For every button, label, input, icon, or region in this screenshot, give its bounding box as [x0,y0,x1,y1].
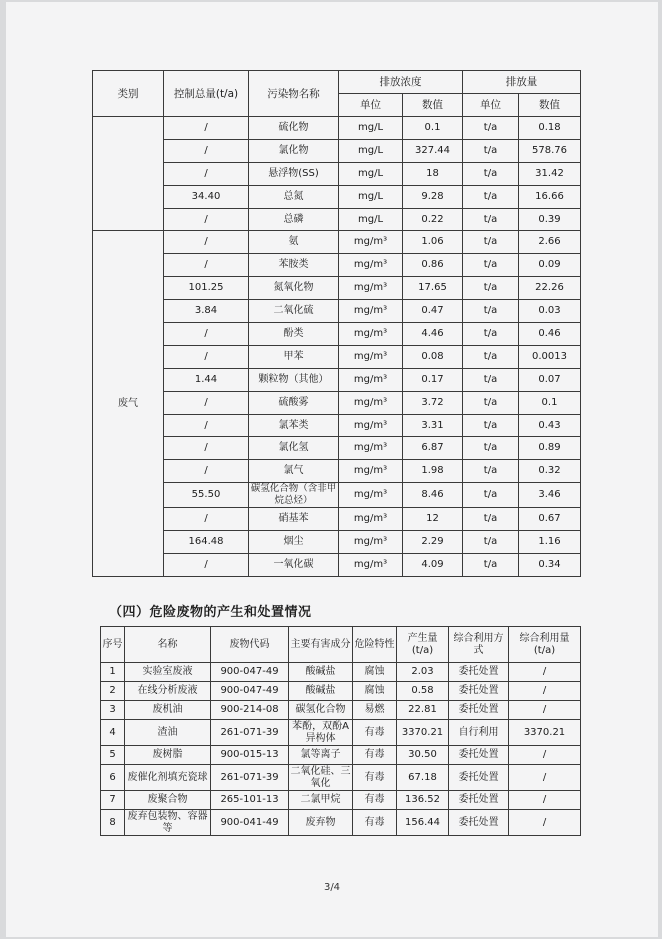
emission-value-cell: 16.66 [519,185,581,208]
concentration-unit-cell: mg/m³ [339,231,403,254]
emission-value-cell: 0.07 [519,368,581,391]
emission-unit-cell: t/a [463,117,519,140]
used-cell: / [509,810,581,836]
emission-unit-cell: t/a [463,300,519,323]
code-cell: 900-047-49 [211,682,289,701]
total-control-cell: 34.40 [164,185,249,208]
name-cell: 废催化剂填充瓷球 [125,765,211,791]
method-cell: 委托处置 [449,663,509,682]
pollutant-cell: 氨 [249,231,339,254]
emission-unit-cell: t/a [463,391,519,414]
concentration-unit-cell: mg/L [339,139,403,162]
header-value-2: 数值 [519,94,581,117]
concentration-value-cell: 12 [403,508,463,531]
table-row [93,437,581,460]
property-cell: 有毒 [353,810,397,836]
table-row [93,323,581,346]
property-cell: 有毒 [353,765,397,791]
emission-value-cell: 0.18 [519,117,581,140]
emission-unit-cell: t/a [463,508,519,531]
emission-unit-cell: t/a [463,208,519,231]
concentration-unit-cell: mg/L [339,208,403,231]
table-row [93,139,581,162]
concentration-value-cell: 6.87 [403,437,463,460]
concentration-value-cell: 0.86 [403,254,463,277]
concentration-value-cell: 1.98 [403,460,463,483]
method-cell: 委托处置 [449,810,509,836]
no-cell: 4 [101,720,125,746]
category-cell: 废气 [93,231,164,576]
pollutant-cell: 碳氢化合物（含非甲烷总烃） [249,483,339,508]
total-control-cell: 1.44 [164,368,249,391]
method-cell: 委托处置 [449,746,509,765]
property-cell: 有毒 [353,720,397,746]
concentration-value-cell: 2.29 [403,531,463,554]
concentration-value-cell: 8.46 [403,483,463,508]
emission-value-cell: 0.09 [519,254,581,277]
name-cell: 废聚合物 [125,791,211,810]
property-cell: 易燃 [353,701,397,720]
amount-cell: 136.52 [397,791,449,810]
pollutant-cell: 烟尘 [249,531,339,554]
component-cell: 二氯甲烷 [289,791,353,810]
concentration-unit-cell: mg/m³ [339,254,403,277]
pollutant-cell: 一氧化碳 [249,554,339,577]
header-unit: 单位 [339,94,403,117]
pollutant-cell: 氯化物 [249,139,339,162]
concentration-unit-cell: mg/m³ [339,323,403,346]
emission-unit-cell: t/a [463,460,519,483]
concentration-unit-cell: mg/m³ [339,483,403,508]
concentration-value-cell: 1.06 [403,231,463,254]
concentration-value-cell: 0.22 [403,208,463,231]
table-row [93,414,581,437]
no-cell: 2 [101,682,125,701]
concentration-value-cell: 0.1 [403,117,463,140]
concentration-unit-cell: mg/m³ [339,345,403,368]
total-control-cell: / [164,554,249,577]
header-unit-2: 单位 [463,94,519,117]
total-control-cell: / [164,117,249,140]
concentration-unit-cell: mg/m³ [339,368,403,391]
concentration-value-cell: 4.09 [403,554,463,577]
concentration-value-cell: 17.65 [403,277,463,300]
component-cell: 氯等离子 [289,746,353,765]
concentration-unit-cell: mg/m³ [339,531,403,554]
property-cell: 腐蚀 [353,663,397,682]
concentration-value-cell: 3.31 [403,414,463,437]
category-cell [93,117,164,231]
used-cell: 3370.21 [509,720,581,746]
used-cell: / [509,746,581,765]
emission-unit-cell: t/a [463,254,519,277]
emission-unit-cell: t/a [463,277,519,300]
code-cell: 265-101-13 [211,791,289,810]
name-cell: 废树脂 [125,746,211,765]
header-emission: 排放量 [463,71,581,94]
method-cell: 委托处置 [449,701,509,720]
table-row [93,254,581,277]
table-row [101,746,581,765]
no-cell: 7 [101,791,125,810]
emission-unit-cell: t/a [463,345,519,368]
emission-unit-cell: t/a [463,185,519,208]
no-cell: 3 [101,701,125,720]
concentration-unit-cell: mg/L [339,162,403,185]
table-row [93,531,581,554]
total-control-cell: / [164,231,249,254]
total-control-cell: / [164,139,249,162]
emission-value-cell: 0.39 [519,208,581,231]
amount-cell: 0.58 [397,682,449,701]
property-cell: 有毒 [353,791,397,810]
total-control-cell: 3.84 [164,300,249,323]
concentration-value-cell: 0.47 [403,300,463,323]
method-cell: 委托处置 [449,765,509,791]
header-concentration: 排放浓度 [339,71,463,94]
emission-unit-cell: t/a [463,323,519,346]
concentration-unit-cell: mg/m³ [339,508,403,531]
concentration-value-cell: 3.72 [403,391,463,414]
pollutant-cell: 氯化氢 [249,437,339,460]
method-cell: 自行利用 [449,720,509,746]
amount-cell: 67.18 [397,765,449,791]
pollutant-cell: 硫酸雾 [249,391,339,414]
pollutant-cell: 总氮 [249,185,339,208]
concentration-unit-cell: mg/m³ [339,277,403,300]
concentration-value-cell: 4.46 [403,323,463,346]
property-cell: 有毒 [353,746,397,765]
header-property: 危险特性 [353,627,397,663]
emission-value-cell: 0.0013 [519,345,581,368]
component-cell: 苯酚，双酚A异构体 [289,720,353,746]
emission-value-cell: 0.32 [519,460,581,483]
header-method: 综合利用方式 [449,627,509,663]
table-row [93,208,581,231]
emission-value-cell: 22.26 [519,277,581,300]
emission-unit-cell: t/a [463,554,519,577]
used-cell: / [509,663,581,682]
emission-unit-cell: t/a [463,139,519,162]
component-cell: 酸碱盐 [289,663,353,682]
table-row [101,791,581,810]
name-cell: 渣油 [125,720,211,746]
total-control-cell: / [164,323,249,346]
total-control-cell: 164.48 [164,531,249,554]
amount-cell: 3370.21 [397,720,449,746]
concentration-unit-cell: mg/m³ [339,460,403,483]
pollutant-cell: 总磷 [249,208,339,231]
header-component: 主要有害成分 [289,627,353,663]
emission-unit-cell: t/a [463,483,519,508]
table-row [93,231,581,254]
emission-unit-cell: t/a [463,437,519,460]
concentration-value-cell: 0.08 [403,345,463,368]
total-control-cell: / [164,508,249,531]
no-cell: 8 [101,810,125,836]
amount-cell: 22.81 [397,701,449,720]
code-cell: 900-015-13 [211,746,289,765]
total-control-cell: / [164,345,249,368]
concentration-unit-cell: mg/m³ [339,391,403,414]
table-row [93,277,581,300]
used-cell: / [509,791,581,810]
total-control-cell: 101.25 [164,277,249,300]
concentration-unit-cell: mg/m³ [339,554,403,577]
concentration-unit-cell: mg/L [339,117,403,140]
emission-value-cell: 3.46 [519,483,581,508]
waste-header-row [101,627,581,663]
amount-cell: 2.03 [397,663,449,682]
emission-value-cell: 0.1 [519,391,581,414]
concentration-unit-cell: mg/m³ [339,414,403,437]
name-cell: 在线分析废液 [125,682,211,701]
table-row [93,345,581,368]
pollutant-cell: 酚类 [249,323,339,346]
code-cell: 261-071-39 [211,765,289,791]
pollutant-cell: 苯胺类 [249,254,339,277]
used-cell: / [509,682,581,701]
hazardous-waste-table [100,626,581,836]
emission-value-cell: 2.66 [519,231,581,254]
table-row [101,663,581,682]
total-control-cell: / [164,414,249,437]
pollutant-cell: 颗粒物（其他） [249,368,339,391]
pollutant-cell: 悬浮物(SS) [249,162,339,185]
header-total-control: 控制总量(t/a) [164,71,249,117]
emission-value-cell: 0.67 [519,508,581,531]
table-row [93,460,581,483]
pollutant-cell: 氯气 [249,460,339,483]
header-value: 数值 [403,94,463,117]
total-control-cell: / [164,208,249,231]
table-row [101,682,581,701]
amount-cell: 30.50 [397,746,449,765]
component-cell: 碳氢化合物 [289,701,353,720]
table-row [93,508,581,531]
header-no: 序号 [101,627,125,663]
emission-table [92,70,581,577]
emission-value-cell: 0.89 [519,437,581,460]
method-cell: 委托处置 [449,682,509,701]
document-page [6,2,658,937]
no-cell: 1 [101,663,125,682]
emission-unit-cell: t/a [463,531,519,554]
table-row [93,391,581,414]
used-cell: / [509,701,581,720]
method-cell: 委托处置 [449,791,509,810]
table-row [93,368,581,391]
emission-value-cell: 0.43 [519,414,581,437]
pollutant-cell: 甲苯 [249,345,339,368]
table-row [101,701,581,720]
total-control-cell: / [164,391,249,414]
concentration-unit-cell: mg/m³ [339,300,403,323]
total-control-cell: / [164,437,249,460]
code-cell: 261-071-39 [211,720,289,746]
total-control-cell: / [164,460,249,483]
pollutant-cell: 硫化物 [249,117,339,140]
section-title: （四）危险废物的产生和处置情况 [109,605,312,620]
header-pollutant: 污染物名称 [249,71,339,117]
header-code: 废物代码 [211,627,289,663]
name-cell: 废机油 [125,701,211,720]
code-cell: 900-041-49 [211,810,289,836]
pollutant-cell: 二氧化硫 [249,300,339,323]
component-cell: 二氧化硅、三氧化 [290,765,351,789]
emission-value-cell: 1.16 [519,531,581,554]
component-cell: 酸碱盐 [289,682,353,701]
total-control-cell: 55.50 [164,483,249,508]
table-row [101,765,581,791]
page-number: 3/4 [323,882,341,893]
table-row [93,185,581,208]
concentration-value-cell: 327.44 [403,139,463,162]
code-cell: 900-214-08 [211,701,289,720]
no-cell: 5 [101,746,125,765]
amount-cell: 156.44 [397,810,449,836]
no-cell: 6 [101,765,125,791]
name-cell: 废弃包装物、容器等 [125,810,211,836]
table-row [93,117,581,140]
emission-value-cell: 0.46 [519,323,581,346]
emission-value-cell: 31.42 [519,162,581,185]
component-cell: 废弃物 [289,810,353,836]
emission-value-cell: 578.76 [519,139,581,162]
table-row [93,300,581,323]
concentration-unit-cell: mg/L [339,185,403,208]
emission-value-cell: 0.03 [519,300,581,323]
table-row [93,554,581,577]
table-row [101,810,581,836]
name-cell: 实验室废液 [125,663,211,682]
code-cell: 900-047-49 [211,663,289,682]
header-category: 类别 [93,71,164,117]
concentration-value-cell: 18 [403,162,463,185]
emission-unit-cell: t/a [463,368,519,391]
pollutant-cell: 硝基苯 [249,508,339,531]
table-row [101,720,581,746]
header-amount: 产生量(t/a) [397,627,449,663]
concentration-value-cell: 0.17 [403,368,463,391]
property-cell: 腐蚀 [353,682,397,701]
emission-header-row [93,71,581,94]
total-control-cell: / [164,162,249,185]
emission-unit-cell: t/a [463,162,519,185]
used-cell: / [509,765,581,791]
header-used: 综合利用量(t/a) [509,627,581,663]
pollutant-cell: 氯苯类 [249,414,339,437]
emission-unit-cell: t/a [463,414,519,437]
table-row [93,483,581,508]
total-control-cell: / [164,254,249,277]
table-row [93,162,581,185]
emission-value-cell: 0.34 [519,554,581,577]
pollutant-cell: 氮氧化物 [249,277,339,300]
header-name: 名称 [125,627,211,663]
concentration-value-cell: 9.28 [403,185,463,208]
concentration-unit-cell: mg/m³ [339,437,403,460]
emission-unit-cell: t/a [463,231,519,254]
